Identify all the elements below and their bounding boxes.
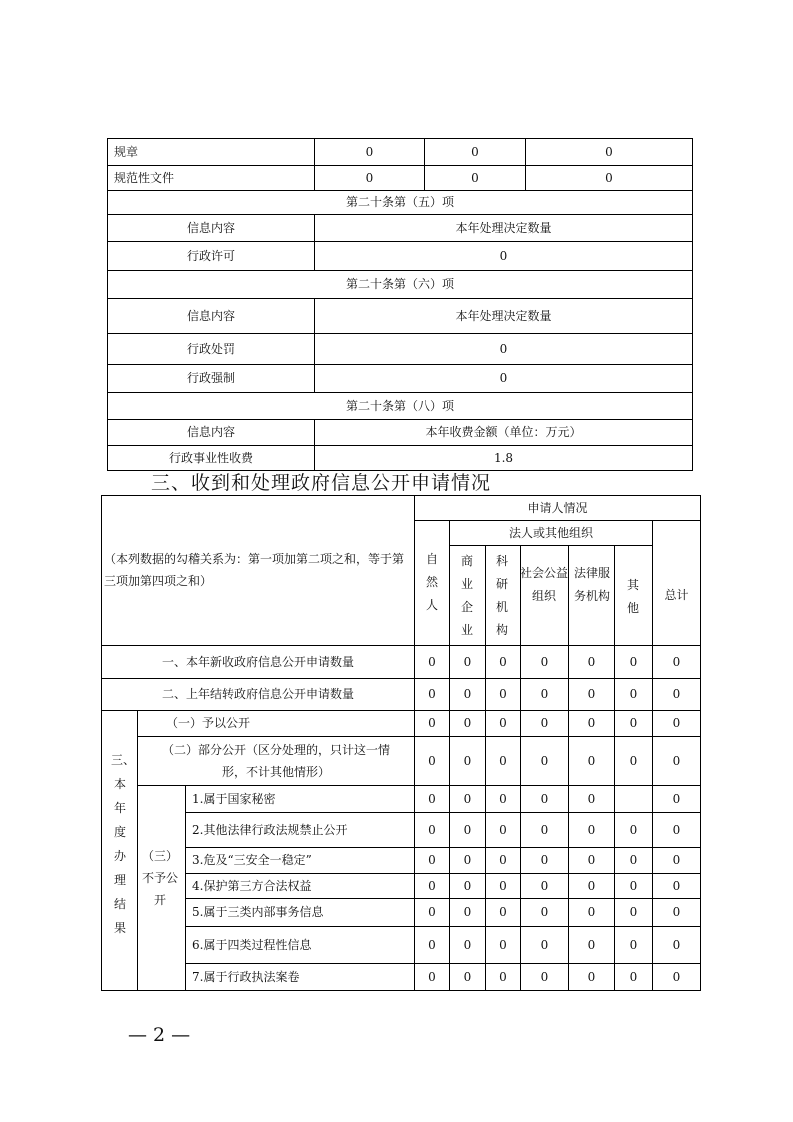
table-cell-value: 0 xyxy=(463,791,472,806)
table-cell-value: 0 xyxy=(540,937,549,952)
table-cell-value: 0 xyxy=(540,654,549,669)
table-cell-value: 0 xyxy=(463,969,472,984)
corner-note: （本列数据的勾稽关系为：第一项加第二项之和，等于第三项加第四项之和） xyxy=(104,552,405,588)
table-cell-value: 0 xyxy=(428,905,436,919)
row-label-reason: 4.保护第三方合法权益 xyxy=(192,878,312,893)
row-label-carryover: 二、上年结转政府信息公开申请数量 xyxy=(161,687,354,701)
partial-line-1: （二）部分公开（区分处理的，只计这一情 xyxy=(161,743,390,757)
table-cell-value: 0 xyxy=(629,687,638,701)
cell-value: 0 xyxy=(605,170,613,185)
col-total: 总计 xyxy=(664,588,689,602)
table-cell-value: 0 xyxy=(672,822,681,837)
section-title: 三、收到和处理政府信息公开申请情况 xyxy=(151,472,492,494)
section-header: 第二十条第（五）项 xyxy=(345,195,454,209)
table-cell-value: 0 xyxy=(672,853,681,867)
page-number: — 2 — xyxy=(128,1024,191,1046)
row-label-normative-docs: 规范性文件 xyxy=(114,170,175,185)
table-cell-value: 0 xyxy=(672,654,681,669)
table-cell-value: 0 xyxy=(463,937,472,952)
col-legal-service: 法律服务机构 xyxy=(573,566,610,603)
table-cell-value: 0 xyxy=(499,878,507,893)
row-label: 行政许可 xyxy=(186,248,235,263)
cell-value: 0 xyxy=(499,341,508,356)
table-cell-value: 0 xyxy=(587,753,596,768)
col-commercial: 商业企业 xyxy=(460,554,473,637)
table-cell-value: 0 xyxy=(629,853,638,867)
table-cell-value: 0 xyxy=(463,716,472,730)
cell-value: 0 xyxy=(499,248,508,263)
table-cell-value: 0 xyxy=(672,753,681,768)
table-cell-value: 0 xyxy=(428,716,436,730)
table-cell-value: 0 xyxy=(672,969,681,984)
row-label: 行政处罚 xyxy=(186,341,235,356)
column-header: 本年处理决定数量 xyxy=(455,220,552,235)
row-label-reason: 1.属于国家秘密 xyxy=(192,791,276,806)
table-cell-value: 0 xyxy=(499,654,507,669)
table-cell-value: 0 xyxy=(629,937,638,952)
table-cell-value: 0 xyxy=(629,905,638,919)
table-cell-value: 0 xyxy=(587,969,596,984)
table-cell-value: 0 xyxy=(540,687,549,701)
table-cell-value: 0 xyxy=(540,822,549,837)
table-cell-value: 0 xyxy=(672,905,681,919)
table-cell-value: 0 xyxy=(540,969,549,984)
cell-value: 0 xyxy=(471,144,479,159)
table-cell-value: 0 xyxy=(587,878,596,893)
col-research: 科研机构 xyxy=(495,554,508,637)
cell-value: 1.8 xyxy=(493,450,514,465)
cell-value: 0 xyxy=(605,144,613,159)
table-cell-value: 0 xyxy=(587,791,596,806)
table-cell-value: 0 xyxy=(463,753,472,768)
table-cell-value: 0 xyxy=(499,969,507,984)
table-cell-value: 0 xyxy=(672,791,681,806)
table-cell-value: 0 xyxy=(499,753,507,768)
cell-value: 0 xyxy=(471,170,479,185)
table-cell-value: 0 xyxy=(587,716,596,730)
table-cell-value: 0 xyxy=(428,937,436,952)
col-other: 其他 xyxy=(626,578,639,615)
table-cell-value: 0 xyxy=(463,687,472,701)
row-label-new: 一、本年新收政府信息公开申请数量 xyxy=(161,654,354,669)
partial-line-2: 形，不计其他情形） xyxy=(221,765,330,779)
cell-value: 0 xyxy=(499,371,508,385)
legal-entity-header: 法人或其他组织 xyxy=(508,525,593,540)
table-cell-value: 0 xyxy=(672,937,681,952)
row-label: 行政强制 xyxy=(186,371,235,385)
table-cell-value: 0 xyxy=(428,687,436,701)
table-cell-value: 0 xyxy=(499,822,507,837)
table-cell-value: 0 xyxy=(587,937,596,952)
row-label-public: （一）予以公开 xyxy=(165,716,250,730)
table-cell-value: 0 xyxy=(587,654,596,669)
table-cell-value: 0 xyxy=(540,878,549,893)
row-label-reason: 6.属于四类过程性信息 xyxy=(192,937,312,952)
table-cell-value: 0 xyxy=(463,878,472,893)
table-cell-value: 0 xyxy=(629,654,638,669)
table-cell-value: 0 xyxy=(587,853,596,867)
table-cell-value: 0 xyxy=(672,878,681,893)
col-social: 社会公益组织 xyxy=(520,566,569,603)
table-cell-value: 0 xyxy=(587,687,596,701)
table-cell-value: 0 xyxy=(428,878,436,893)
table-cell-value: 0 xyxy=(587,905,596,919)
table-cell-value: 0 xyxy=(672,716,681,730)
subgroup-label-not-public: （三）不予公开 xyxy=(141,849,178,907)
table-cell-value: 0 xyxy=(499,905,507,919)
row-label-reason: 2.其他法律行政法规禁止公开 xyxy=(192,822,348,837)
row-label-reason: 7.属于行政执法案卷 xyxy=(192,969,300,984)
table-cell-value: 0 xyxy=(428,791,436,806)
column-header: 信息内容 xyxy=(186,308,235,323)
column-header: 本年处理决定数量 xyxy=(455,308,552,323)
table-cell-value: 0 xyxy=(672,687,681,701)
table-cell-value: 0 xyxy=(499,937,507,952)
row-label-partial xyxy=(138,739,414,783)
table-cell-value: 0 xyxy=(629,969,638,984)
column-header: 信息内容 xyxy=(186,220,235,235)
table-cell-value: 0 xyxy=(463,822,472,837)
table-cell-value: 0 xyxy=(463,654,472,669)
table-cell-value: 0 xyxy=(540,791,549,806)
section-header: 第二十条第（六）项 xyxy=(345,277,454,291)
table-cell-value: 0 xyxy=(540,716,549,730)
table-cell-value: 0 xyxy=(499,687,507,701)
table-cell-value: 0 xyxy=(428,753,436,768)
table-cell-value: 0 xyxy=(629,753,638,768)
table-cell-value xyxy=(615,786,652,812)
table-cell-value: 0 xyxy=(540,905,549,919)
table-cell-value: 0 xyxy=(428,853,436,867)
table-cell-value: 0 xyxy=(463,853,472,867)
column-header: 信息内容 xyxy=(186,425,235,439)
table-cell-value: 0 xyxy=(463,905,472,919)
table-cell-value: 0 xyxy=(540,853,549,867)
row-label-rules: 规章 xyxy=(114,144,139,159)
table-cell-value: 0 xyxy=(428,822,436,837)
table-cell-value: 0 xyxy=(499,791,507,806)
table-cell-value: 0 xyxy=(428,969,436,984)
table-cell-value: 0 xyxy=(428,654,436,669)
table-cell-value: 0 xyxy=(540,753,549,768)
row-label: 行政事业性收费 xyxy=(168,450,253,465)
column-header: 本年收费金额（单位：万元） xyxy=(425,425,582,439)
table-cell-value: 0 xyxy=(629,878,638,893)
cell-value: 0 xyxy=(365,170,374,185)
section-header: 第二十条第（八）项 xyxy=(345,398,454,413)
table-cell-value: 0 xyxy=(629,716,638,730)
group-label-results: 三、本年度办理结果 xyxy=(111,753,136,935)
table-cell-value: 0 xyxy=(629,822,638,837)
row-label-reason: 3.危及“三安全一稳定” xyxy=(192,853,312,867)
cell-value: 0 xyxy=(365,144,374,159)
table-cell-value: 0 xyxy=(587,822,596,837)
row-label-reason: 5.属于三类内部事务信息 xyxy=(192,905,324,919)
table-cell-value: 0 xyxy=(499,716,507,730)
table-cell-value: 0 xyxy=(499,853,507,867)
col-natural-person: 自然人 xyxy=(425,552,438,612)
applicant-header: 申请人情况 xyxy=(527,500,588,515)
